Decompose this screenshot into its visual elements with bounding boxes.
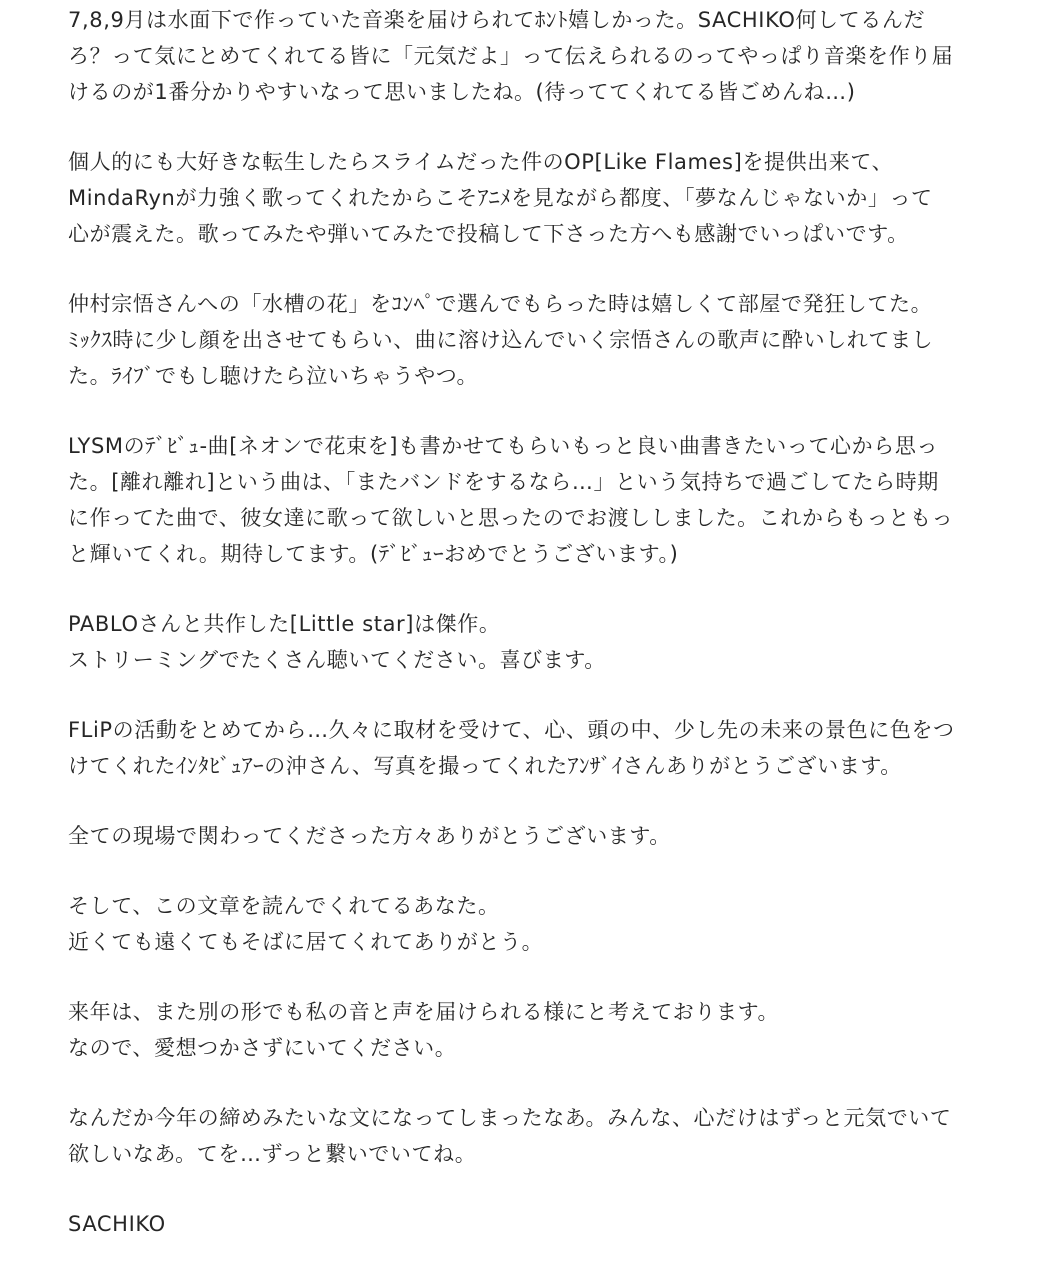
text-line: PABLOさんと共作した[Little star]は傑作。 (68, 612, 501, 636)
text-line: ﾐｯｸｽ時に少し顔を出させてもらい、曲に溶け込んでいく宗悟さんの歌声に酔いしれてまし (68, 328, 934, 352)
text-line: そして、この文章を読んでくれてるあなた。 (68, 894, 500, 918)
text-line: 近くても遠くてもそばに居てくれてありがとう。 (68, 930, 544, 954)
text-line: なので、愛想つかさずにいてください。 (68, 1036, 457, 1060)
text-line: ストリーミングでたくさん聴いてください。喜びます。 (68, 648, 606, 672)
paragraph-reader (68, 888, 986, 960)
paragraph-little-star (68, 606, 986, 678)
signature (68, 1206, 986, 1242)
signature-name: SACHIKO (68, 1212, 166, 1236)
text-line: た。[離れ離れ]という曲は、「またバンドをするなら…」という気持ちで過ごしてたら時期 (68, 470, 939, 494)
text-line: ろ？って気にとめてくれてる皆に「元気だよ」って伝えられるのってやっぱり音楽を作り届 (68, 44, 954, 68)
paragraph-music-release (68, 2, 986, 110)
text-line: 個人的にも大好きな転生したらスライムだった件のOP[Like Flames]を提供出来て、 (68, 150, 894, 174)
text-line: LYSMのﾃﾞﾋﾞｭ-曲[ネオンで花束を]も書かせてもらいもっと良い曲書きたいって心から思っ (68, 434, 939, 458)
paragraph-next-year (68, 994, 986, 1066)
paragraph-flip-interview (68, 712, 986, 784)
paragraph-lysm (68, 428, 986, 572)
text-line: 欲しいなあ。てを…ずっと繋いでいてね。 (68, 1142, 477, 1166)
paragraph-thanks-all (68, 818, 986, 854)
text-line: 7,8,9月は水面下で作っていた音楽を届けられてﾎﾝﾄ嬉しかった。SACHIKO何してるんだ (68, 8, 926, 32)
text-line: けるのが1番分かりやすいなって思いましたね。(待っててくれてる皆ごめんね…) (68, 80, 856, 104)
text-line: 仲村宗悟さんへの「水槽の花」をｺﾝﾍﾟで選んでもらった時は嬉しくて部屋で発狂してた。 (68, 292, 933, 316)
paragraph-suisou-no-hana (68, 286, 986, 394)
text-line: FLiPの活動をとめてから…久々に取材を受けて、心、頭の中、少し先の未来の景色に色をつ (68, 718, 955, 742)
text-line: 来年は、また別の形でも私の音と声を届けられる様にと考えております。 (68, 1000, 780, 1024)
text-line: MindaRynが力強く歌ってくれたからこそｱﾆﾒを見ながら都度、「夢なんじゃないか」って (68, 186, 933, 210)
text-line: 全ての現場で関わってくださった方々ありがとうございます。 (68, 824, 671, 848)
letter-document (68, 0, 986, 1276)
paragraph-like-flames (68, 144, 986, 252)
text-line: 心が震えた。歌ってみたや弾いてみたで投稿して下さった方へも感謝でいっぱいです。 (68, 222, 909, 246)
text-line: に作ってた曲で、彼女達に歌って欲しいと思ったのでお渡ししました。これからもっともっ (68, 506, 954, 530)
paragraph-closing (68, 1100, 986, 1172)
text-line: なんだか今年の締めみたいな文になってしまったなあ。みんな、心だけはずっと元気でいて (68, 1106, 952, 1130)
text-line: と輝いてくれ。期待してます。(ﾃﾞﾋﾞｭｰおめでとうございます。) (68, 542, 679, 566)
text-line: た。ﾗｲﾌﾞでもし聴けたら泣いちゃうやつ。 (68, 364, 479, 388)
text-line: けてくれたｲﾝﾀﾋﾞｭｱｰの沖さん、写真を撮ってくれたｱﾝｻﾞｲさんありがとうございます。 (68, 754, 902, 778)
